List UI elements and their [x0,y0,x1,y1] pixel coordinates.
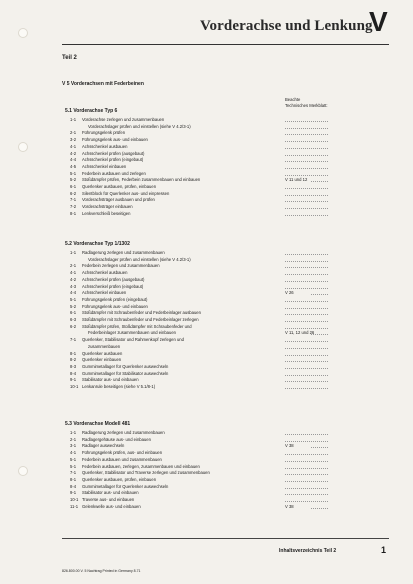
entry-dotted-line [285,321,328,322]
entry-code: 10-1 [70,384,79,389]
chapter-letter: V [369,6,388,37]
toc-entry [0,310,413,316]
entry-text: Achsschenkel prüfen (eingebaut) [82,157,144,163]
entry-text: Gummimetallager für Querlenker auswechseln [82,483,169,489]
toc-entry [0,117,413,123]
entry-dotted-line [285,388,328,389]
toc-entry [0,290,413,296]
entry-dotted-line [285,175,328,176]
toc-entry [0,284,413,290]
entry-code: 7-1 [70,197,77,203]
toc-entry [0,324,413,330]
main-section-heading: V 5 Vorderachsen mit Federbeinen [62,81,144,87]
entry-code: 8-1 [70,210,77,216]
entry-dotted-line [285,375,328,376]
entry-text: Querlenker einbauen [82,357,122,363]
toc-entry [0,357,413,363]
entry-text: Achsschenkel prüfen (ausgebaut) [82,276,145,282]
entry-code: 8-1 [70,350,77,356]
entry-code: 5-1 [70,170,77,176]
toc-entry [0,430,413,436]
entry-text: Stoßdämpfer prüfen, Stoßdämpfer mit Schraubenfeder und [82,323,192,329]
entry-code: 7-1 [70,337,77,343]
toc-entry [0,137,413,143]
section-heading: 5.2 Vorderachse Typ 1/1302 [65,241,130,247]
entry-code: 8-3 [70,363,77,369]
entry-text: Querlenker, Stabilisator und Traverse zerlegen und zusammenbauen [82,470,210,476]
entry-text: Achsschenkel prüfen (eingebaut) [82,283,144,289]
entry-dotted-line [285,368,328,369]
toc-entry [0,317,413,323]
entry-code: 9-1 [70,377,77,383]
entry-text: Vorderachslager prüfen und einstellen (siehe V 4.2/3-1) [88,123,191,129]
toc-entry [0,263,413,269]
toc-entry [0,437,413,443]
entry-text: Gelenkwelle aus- und einbauen [82,503,141,509]
entry-dotted-line [285,381,328,382]
entry-text: Achsschenkel prüfen (ausgebaut) [82,150,145,156]
toc-entry [0,177,413,183]
entry-text: Stabilisator aus- und einbauen [82,377,139,383]
entry-code: 5-1 [70,296,77,302]
entry-dotted-line [285,148,328,149]
entry-dotted-line [285,141,328,142]
entry-code: 4-1 [70,143,77,149]
entry-dotted-line [285,121,328,122]
toc-entry [0,277,413,283]
entry-text: Stoßdämpfer mit Schraubenfeder und Federbeinlager zerlegen [82,317,199,322]
entry-dotted-line [285,308,328,309]
entry-dotted-line [311,181,328,182]
entry-text: Führungsgelenk prüfen, aus- und einbauen [82,450,163,456]
toc-entry [0,304,413,310]
entry-code: 4-4 [70,157,77,163]
entry-dotted-line [285,461,328,462]
reference-label-merkblatt: Technisches Merkblatt: [285,103,328,109]
entry-text: Silentblock für Querlenker aus- und einpressen [82,190,170,196]
entry-dotted-line [285,281,328,282]
entry-code: 4-2 [70,276,77,282]
entry-code: 7-2 [70,204,77,210]
reference-label-beachte: Beachte [285,97,301,102]
entry-code: 5-2 [70,303,77,309]
toc-entry [0,151,413,157]
entry-text: Stabilisator aus- und einbauen [82,490,139,496]
entry-code: 9-1 [70,490,77,496]
entry-text: Vorderachslager prüfen und einstellen (siehe V 4.2/3-1) [88,256,191,262]
entry-text: Vorderachsträger einbauen [82,204,133,210]
entry-code: 3-2 [70,137,77,143]
entry-dotted-line [285,274,328,275]
toc-entry [0,371,413,377]
entry-text: Führungsgelenk prüfen (eingebaut) [82,296,148,302]
toc-entry [0,130,413,136]
entry-code: 6-1 [70,184,77,189]
entry-dotted-line [285,188,328,189]
entry-dotted-line [285,355,328,356]
entry-reference: V 26 [285,290,294,296]
entry-dotted-line [285,168,328,169]
entry-code: 8-1 [70,476,77,482]
entry-text: Federbein ausbauen und zusammenbauen [82,456,162,462]
toc-entry [0,164,413,170]
entry-text: Stoßdämpfer mit Schraubenfeder und Federbeinlager ausbauen [82,310,201,316]
toc-entry [0,157,413,163]
entry-code: 11-1 [70,503,79,509]
entry-dotted-line [285,161,328,162]
toc-entry [0,171,413,177]
entry-text: Achsschenkel einbauen [82,163,127,169]
entry-dotted-line [285,501,328,502]
entry-dotted-line [311,447,328,448]
toc-entry [0,211,413,217]
entry-reference: V 11, 12 und 26 [285,330,315,336]
toc-entry [0,351,413,357]
toc-entry [0,490,413,496]
entry-code: 7-1 [70,470,77,476]
entry-text: Federbein ausbauen, zerlegen, zusammenbauen und einbauen [82,463,200,469]
toc-entry [0,330,413,336]
footer-rule [62,538,389,539]
entry-text: Führungsgelenk prüfen [82,130,126,136]
toc-entry [0,457,413,463]
entry-dotted-line [285,348,328,349]
entry-code: 6-3 [70,317,77,322]
section-heading: 5.1 Vorderachse Typ 6 [65,108,118,114]
toc-entry [0,484,413,490]
entry-dotted-line [285,481,328,482]
entry-dotted-line [285,468,328,469]
toc-entry [0,270,413,276]
entry-text: Federbein zerlegen und zusammenbauen [82,263,160,269]
entry-code: 8-2 [70,357,77,363]
entry-text: Achsschenkel einbauen [82,290,127,296]
entry-code: 4-4 [70,290,77,296]
toc-entry [0,450,413,456]
entry-code: 4-1 [70,450,77,456]
entry-dotted-line [285,474,328,475]
entry-text: Vorderachsträger ausbauen und prüfen [82,197,155,203]
entry-text: Lenkverschleiß beseitigen [82,210,131,216]
print-imprint: 826.800.00 V. 5 Nachtrag Printed in Germany 8.71 [62,569,141,573]
entry-dotted-line [285,288,328,289]
entry-code: 5-1 [70,456,77,462]
toc-entry [0,337,413,343]
entry-code: 8-4 [70,483,77,489]
entry-text: Achsschenkel ausbauen [82,143,128,149]
entry-text: Radlagerung zerlegen und zusammenbauen [82,430,165,435]
entry-dotted-line [285,155,328,156]
entry-text: Federbein ausbauen und zerlegen [82,170,146,176]
entry-text: zusammenbauen [88,343,121,349]
entry-text: Querlenker ausbauen, prüfen, einbauen [82,476,157,482]
entry-code: 2-1 [70,263,77,269]
entry-reference: V 38 [285,503,294,509]
toc-entry [0,443,413,449]
entry-code: 1-1 [70,250,77,255]
entry-text: Führungsgelenk aus- und einbauen [82,303,148,309]
entry-dotted-line [285,195,328,196]
entry-text: Querlenker ausbauen, prüfen, einbauen [82,184,157,189]
entry-code: 1-1 [70,117,77,122]
entry-dotted-line [285,215,328,216]
entry-dotted-line [285,328,328,329]
entry-code: 4-1 [70,270,77,276]
entry-text: Gummimetallager für Stabilisator auswechseln [82,370,169,376]
toc-entry [0,464,413,470]
entry-dotted-line [311,508,328,509]
entry-dotted-line [285,301,328,302]
entry-dotted-line [285,201,328,202]
entry-code: 10-1 [70,497,79,502]
toc-entry [0,470,413,476]
toc-entry [0,504,413,510]
part-label: Teil 2 [62,55,77,61]
entry-code: 6-1 [70,310,77,316]
entry-code: 8-4 [70,370,77,376]
entry-text: Radlager auswechseln [82,443,125,449]
entry-text: Achsschenkel ausbauen [82,270,128,276]
entry-code: 4-2 [70,150,77,156]
entry-dotted-line [285,454,328,455]
toc-entry [0,497,413,503]
toc-entry [0,257,413,263]
section-heading: 5.3 Vorderachse Modell 481 [65,421,131,427]
entry-text: Federbeinlager zusammenbauen und einbauen [88,330,177,336]
header-rule [62,44,389,45]
entry-text: Vorderachse zerlegen und zusammenbauen [82,117,165,122]
punch-hole [18,28,28,38]
entry-text: Traverse aus- und einbauen [82,497,135,502]
toc-entry [0,124,413,130]
toc-entry [0,344,413,350]
entry-text: Führungsgelenk aus- und einbauen [82,137,148,143]
entry-dotted-line [311,294,328,295]
entry-text: Lenkanrule beseitigen (siehe V 5.1/8-1) [82,384,156,389]
entry-code: 4-5 [70,163,77,169]
entry-code: 5-1 [70,463,77,469]
entry-dotted-line [285,128,328,129]
toc-entry [0,377,413,383]
entry-code: 4-3 [70,283,77,289]
page-title: Vorderachse und Lenkung [200,18,373,34]
entry-dotted-line [285,341,328,342]
entry-text: Gummimetallager für Querlenker auswechseln [82,363,169,369]
entry-dotted-line [285,488,328,489]
entry-dotted-line [285,361,328,362]
entry-text: Radlagerung zerlegen und zusammenbauen [82,250,165,255]
entry-text: Radlagergehäuse aus- und einbauen [82,436,151,442]
entry-code: 2-1 [70,130,77,136]
toc-entry [0,184,413,190]
toc-entry [0,191,413,197]
footer-title: Inhaltsverzeichnis Teil 2 [279,548,337,554]
toc-entry [0,384,413,390]
entry-dotted-line [285,208,328,209]
entry-dotted-line [285,494,328,495]
entry-dotted-line [285,267,328,268]
entry-text: Stoßdämpfer prüfen, Federbein zusammenbauen und einbauen [82,177,201,183]
entry-reference: V 38 [285,443,294,449]
entry-dotted-line [285,261,328,262]
entry-dotted-line [311,334,328,335]
reference-column-header [285,97,328,110]
toc-entry [0,144,413,150]
entry-reference: V 11 und 12 [285,177,308,183]
entry-dotted-line [285,134,328,135]
entry-dotted-line [285,314,328,315]
entry-dotted-line [285,434,328,435]
entry-code: 6-2 [70,190,77,196]
toc-entry [0,297,413,303]
entry-text: Querlenker ausbauen [82,350,123,356]
toc-entry [0,204,413,210]
entry-code: 2-1 [70,436,77,442]
toc-entry [0,477,413,483]
entry-code: 5-2 [70,177,77,183]
entry-code: 3-1 [70,443,77,449]
toc-entry [0,197,413,203]
entry-dotted-line [285,254,328,255]
entry-code: 6-2 [70,323,77,329]
entry-text: Querlenker, Stabilisator und Rahmenkopf zerlegen und [82,337,184,343]
page-number: 1 [381,545,387,555]
entry-code: 1-1 [70,430,77,435]
toc-entry [0,250,413,256]
entry-dotted-line [285,441,328,442]
toc-entry [0,364,413,370]
